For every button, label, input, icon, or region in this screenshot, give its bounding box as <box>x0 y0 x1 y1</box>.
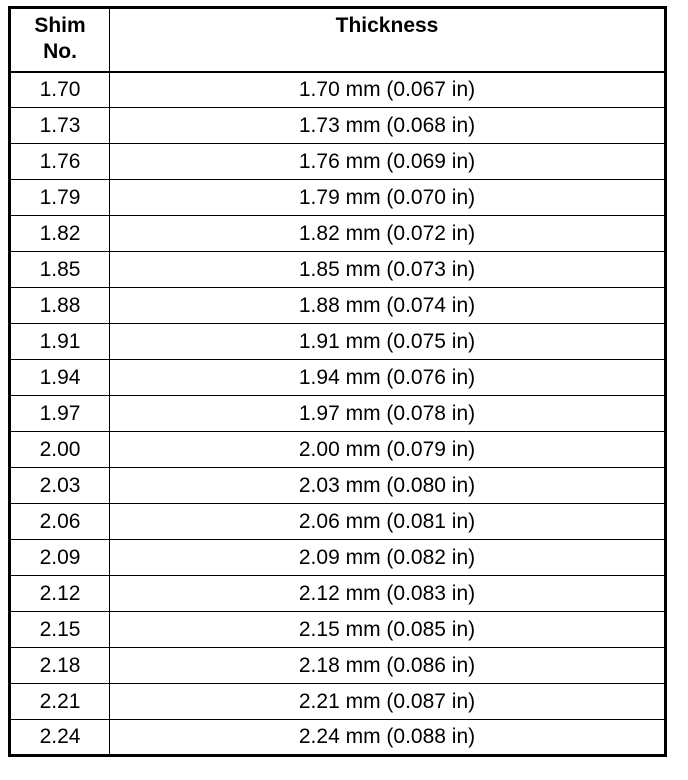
shim-no-cell: 2.00 <box>10 432 110 468</box>
table-row <box>10 144 666 180</box>
thickness-cell: 1.97 mm (0.078 in) <box>110 396 666 432</box>
shim-no-cell: 2.15 <box>10 612 110 648</box>
table-row <box>10 396 666 432</box>
shim-no-cell: 1.91 <box>10 324 110 360</box>
shim-no-cell: 1.85 <box>10 252 110 288</box>
thickness-cell: 1.79 mm (0.070 in) <box>110 180 666 216</box>
shim-no-cell: 1.94 <box>10 360 110 396</box>
shim-no-cell: 1.70 <box>10 72 110 108</box>
thickness-cell: 1.85 mm (0.073 in) <box>110 252 666 288</box>
shim-no-cell: 1.79 <box>10 180 110 216</box>
shim-no-cell: 2.06 <box>10 504 110 540</box>
thickness-cell: 2.18 mm (0.086 in) <box>110 648 666 684</box>
shim-no-cell: 1.73 <box>10 108 110 144</box>
table-row <box>10 288 666 324</box>
table-row <box>10 648 666 684</box>
table-row <box>10 252 666 288</box>
thickness-cell: 2.09 mm (0.082 in) <box>110 540 666 576</box>
header-shim-no-line1: Shim <box>34 14 86 37</box>
table-body <box>10 72 666 756</box>
header-thickness: Thickness <box>110 8 666 72</box>
table-row <box>10 72 666 108</box>
thickness-cell: 1.91 mm (0.075 in) <box>110 324 666 360</box>
table-row <box>10 720 666 756</box>
table-row <box>10 432 666 468</box>
shim-no-cell: 2.03 <box>10 468 110 504</box>
shim-no-cell: 1.76 <box>10 144 110 180</box>
header-shim-no <box>10 8 110 72</box>
table-row <box>10 180 666 216</box>
thickness-cell: 1.76 mm (0.069 in) <box>110 144 666 180</box>
table-header <box>10 8 666 72</box>
header-row <box>10 8 666 72</box>
shim-no-cell: 2.21 <box>10 684 110 720</box>
table-row <box>10 108 666 144</box>
shim-no-cell: 2.24 <box>10 720 110 756</box>
thickness-cell: 1.82 mm (0.072 in) <box>110 216 666 252</box>
thickness-cell: 2.21 mm (0.087 in) <box>110 684 666 720</box>
shim-thickness-table <box>8 6 667 757</box>
table-row <box>10 468 666 504</box>
thickness-cell: 1.73 mm (0.068 in) <box>110 108 666 144</box>
thickness-cell: 2.24 mm (0.088 in) <box>110 720 666 756</box>
table-row <box>10 576 666 612</box>
shim-no-cell: 1.88 <box>10 288 110 324</box>
shim-no-cell: 1.97 <box>10 396 110 432</box>
shim-no-cell: 1.82 <box>10 216 110 252</box>
thickness-cell: 2.06 mm (0.081 in) <box>110 504 666 540</box>
thickness-cell: 2.15 mm (0.085 in) <box>110 612 666 648</box>
thickness-cell: 1.88 mm (0.074 in) <box>110 288 666 324</box>
table-row <box>10 684 666 720</box>
thickness-cell: 2.03 mm (0.080 in) <box>110 468 666 504</box>
header-shim-no-line2: No. <box>43 40 77 63</box>
table-row <box>10 216 666 252</box>
thickness-cell: 1.94 mm (0.076 in) <box>110 360 666 396</box>
shim-no-cell: 2.18 <box>10 648 110 684</box>
thickness-cell: 1.70 mm (0.067 in) <box>110 72 666 108</box>
thickness-cell: 2.00 mm (0.079 in) <box>110 432 666 468</box>
shim-no-cell: 2.12 <box>10 576 110 612</box>
shim-no-cell: 2.09 <box>10 540 110 576</box>
table-row <box>10 540 666 576</box>
table-row <box>10 504 666 540</box>
table-row <box>10 360 666 396</box>
table-row <box>10 324 666 360</box>
thickness-cell: 2.12 mm (0.083 in) <box>110 576 666 612</box>
table-row <box>10 612 666 648</box>
